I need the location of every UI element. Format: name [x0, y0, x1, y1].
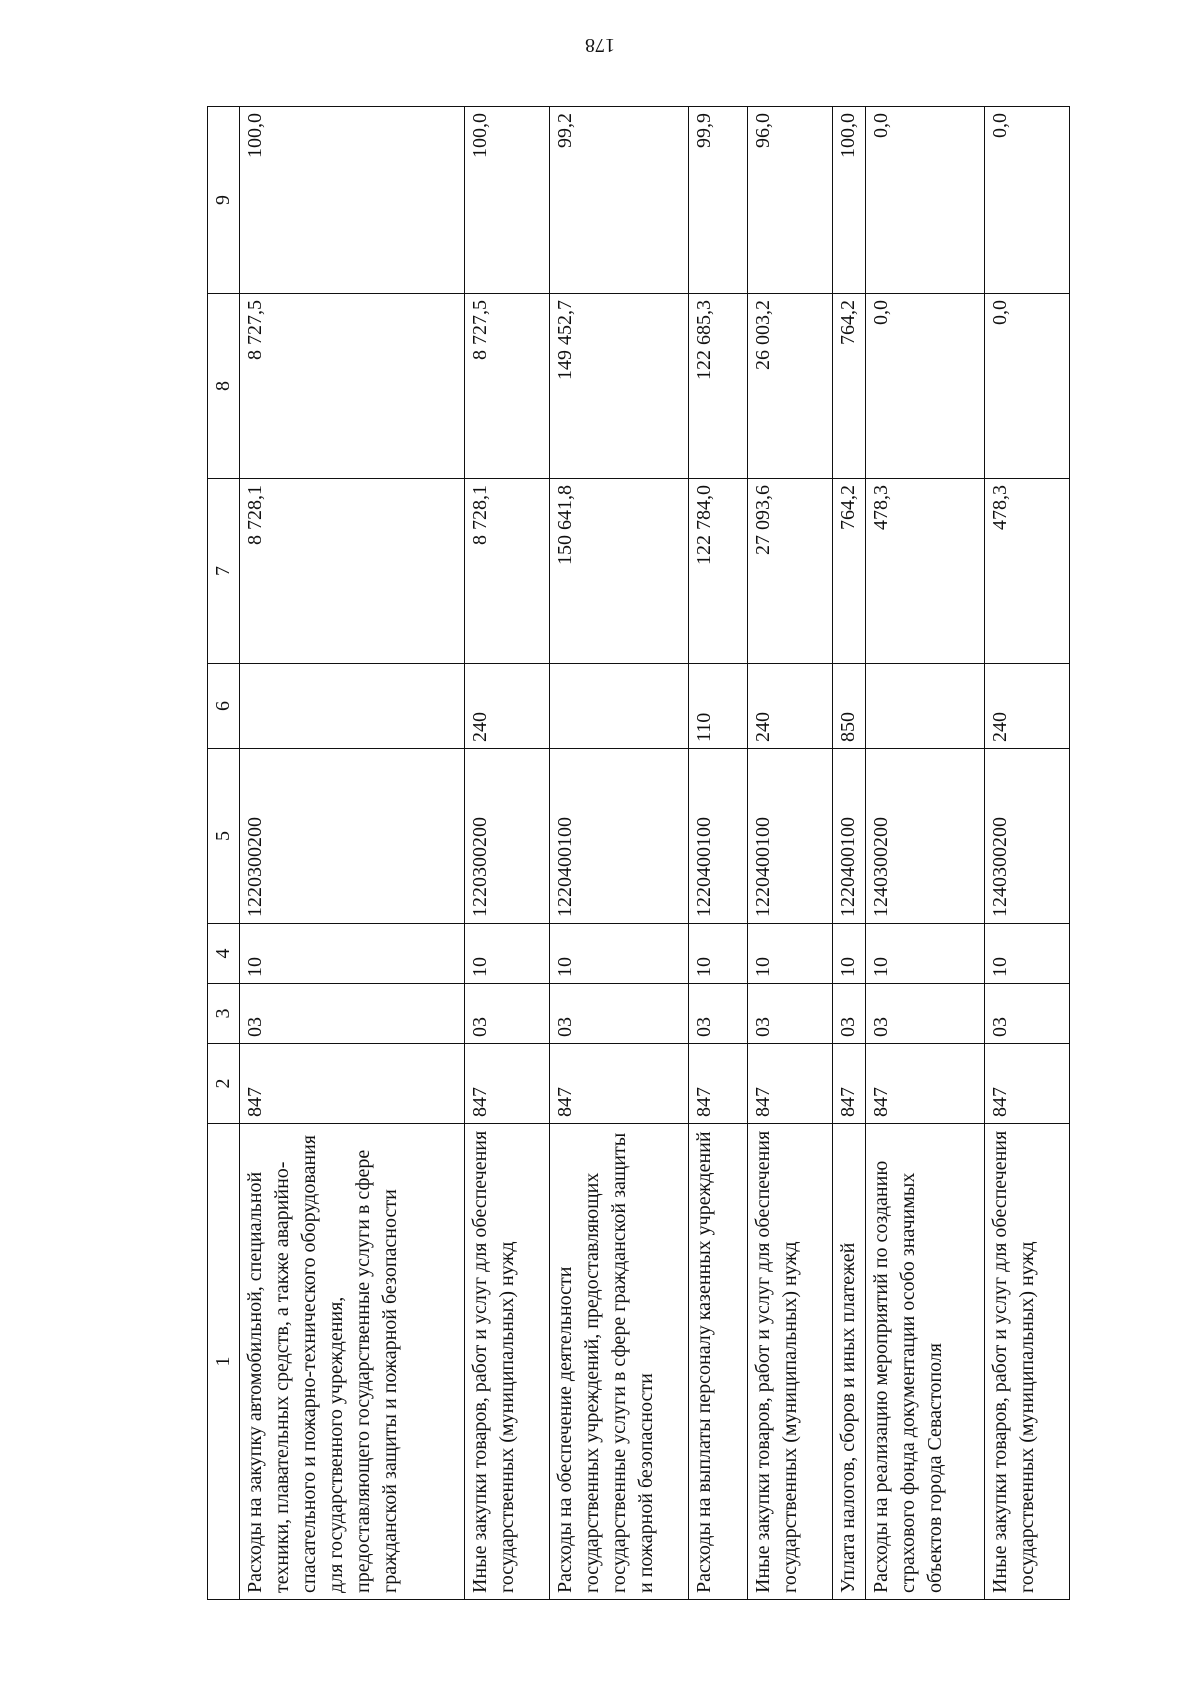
header-col-9: 9 — [208, 107, 240, 294]
header-col-2: 2 — [208, 1044, 240, 1124]
ministry-code: 847 — [747, 1044, 832, 1124]
ministry-code: 847 — [464, 1044, 549, 1124]
subsection-code: 10 — [464, 924, 549, 984]
header-col-3: 3 — [208, 984, 240, 1044]
execution-percent: 99,2 — [549, 107, 689, 294]
header-row — [208, 107, 240, 1600]
target-article-code: 1220400100 — [747, 749, 832, 924]
planned-amount: 150 641,8 — [549, 479, 689, 664]
header-col-1: 1 — [208, 1124, 240, 1600]
target-article-code: 1240300200 — [985, 749, 1070, 924]
row-description: Иные закупки товаров, работ и услуг для обеспечения государственных (муниципальных) нужд — [747, 1124, 832, 1600]
section-code: 03 — [985, 984, 1070, 1044]
executed-amount: 0,0 — [985, 294, 1070, 479]
expense-type-code: 110 — [689, 664, 747, 749]
executed-amount: 8 727,5 — [240, 294, 465, 479]
executed-amount: 122 685,3 — [689, 294, 747, 479]
table-row — [985, 107, 1070, 1600]
target-article-code: 1240300200 — [866, 749, 985, 924]
target-article-code: 1220400100 — [549, 749, 689, 924]
execution-percent: 99,9 — [689, 107, 747, 294]
execution-percent: 100,0 — [832, 107, 866, 294]
expense-type-code: 850 — [832, 664, 866, 749]
planned-amount: 27 093,6 — [747, 479, 832, 664]
execution-percent: 100,0 — [240, 107, 465, 294]
ministry-code: 847 — [866, 1044, 985, 1124]
subsection-code: 10 — [689, 924, 747, 984]
execution-percent: 0,0 — [985, 107, 1070, 294]
planned-amount: 764,2 — [832, 479, 866, 664]
ministry-code: 847 — [985, 1044, 1070, 1124]
executed-amount: 149 452,7 — [549, 294, 689, 479]
table-row — [689, 107, 747, 1600]
row-description: Иные закупки товаров, работ и услуг для обеспечения государственных (муниципальных) нужд — [985, 1124, 1070, 1600]
executed-amount: 764,2 — [832, 294, 866, 479]
subsection-code: 10 — [832, 924, 866, 984]
planned-amount: 8 728,1 — [240, 479, 465, 664]
executed-amount: 8 727,5 — [464, 294, 549, 479]
section-code: 03 — [747, 984, 832, 1044]
table-row — [464, 107, 549, 1600]
section-code: 03 — [240, 984, 465, 1044]
section-code: 03 — [464, 984, 549, 1044]
planned-amount: 122 784,0 — [689, 479, 747, 664]
row-description: Расходы на закупку автомобильной, специальной техники, плавательных средств, а также аварийно-спасательного и пожарно-технического оборудования для государственного учреждения, предоставляющего государственные услуги в сфере гражданской защиты и пожарной безопасности — [240, 1124, 465, 1600]
table-row — [832, 107, 866, 1600]
ministry-code: 847 — [240, 1044, 465, 1124]
header-col-8: 8 — [208, 294, 240, 479]
header-col-4: 4 — [208, 924, 240, 984]
subsection-code: 10 — [549, 924, 689, 984]
table-row — [549, 107, 689, 1600]
target-article-code: 1220300200 — [464, 749, 549, 924]
subsection-code: 10 — [747, 924, 832, 984]
target-article-code: 1220400100 — [832, 749, 866, 924]
page-number: 178 — [585, 34, 615, 56]
expense-type-code — [240, 664, 465, 749]
row-description: Иные закупки товаров, работ и услуг для обеспечения государственных (муниципальных) нужд — [464, 1124, 549, 1600]
execution-percent: 0,0 — [866, 107, 985, 294]
section-code: 03 — [866, 984, 985, 1044]
rotated-table-container — [207, 107, 1070, 1600]
table-row — [240, 107, 465, 1600]
section-code: 03 — [832, 984, 866, 1044]
row-description: Уплата налогов, сборов и иных платежей — [832, 1124, 866, 1600]
planned-amount: 8 728,1 — [464, 479, 549, 664]
table-row — [866, 107, 985, 1600]
row-description: Расходы на обеспечение деятельности государственных учреждений, предоставляющих государственные услуги в сфере гражданской защиты и пожарной безопасности — [549, 1124, 689, 1600]
executed-amount: 0,0 — [866, 294, 985, 479]
expense-type-code — [549, 664, 689, 749]
section-code: 03 — [549, 984, 689, 1044]
planned-amount: 478,3 — [866, 479, 985, 664]
header-col-6: 6 — [208, 664, 240, 749]
subsection-code: 10 — [866, 924, 985, 984]
row-description: Расходы на реализацию мероприятий по созданию страхового фонда документации особо значимых объектов города Севастополя — [866, 1124, 985, 1600]
execution-percent: 100,0 — [464, 107, 549, 294]
expense-type-code: 240 — [464, 664, 549, 749]
expense-type-code — [866, 664, 985, 749]
ministry-code: 847 — [689, 1044, 747, 1124]
ministry-code: 847 — [832, 1044, 866, 1124]
planned-amount: 478,3 — [985, 479, 1070, 664]
executed-amount: 26 003,2 — [747, 294, 832, 479]
ministry-code: 847 — [549, 1044, 689, 1124]
subsection-code: 10 — [240, 924, 465, 984]
row-description: Расходы на выплаты персоналу казенных учреждений — [689, 1124, 747, 1600]
expense-type-code: 240 — [985, 664, 1070, 749]
budget-table-frame — [207, 107, 1070, 1600]
target-article-code: 1220400100 — [689, 749, 747, 924]
header-col-7: 7 — [208, 479, 240, 664]
execution-percent: 96,0 — [747, 107, 832, 294]
target-article-code: 1220300200 — [240, 749, 465, 924]
budget-table — [207, 106, 1070, 1600]
subsection-code: 10 — [985, 924, 1070, 984]
section-code: 03 — [689, 984, 747, 1044]
expense-type-code: 240 — [747, 664, 832, 749]
header-col-5: 5 — [208, 749, 240, 924]
table-row — [747, 107, 832, 1600]
